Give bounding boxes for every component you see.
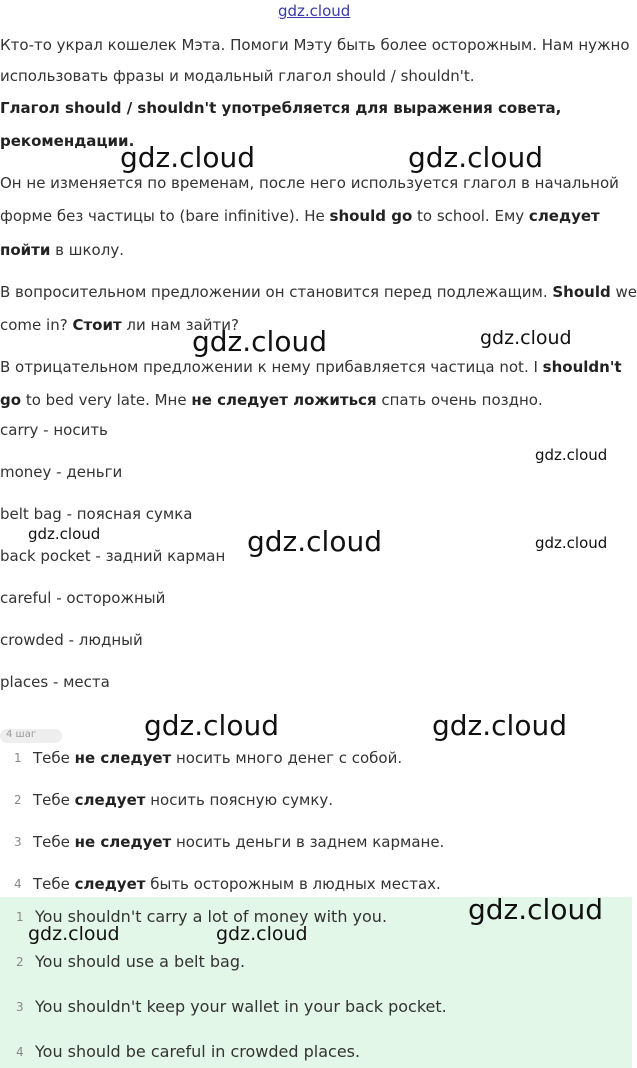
answer-item: You should use a belt bag. <box>35 952 246 971</box>
watermark: gdz.cloud <box>216 923 308 945</box>
watermark-top-link[interactable]: gdz.cloud <box>278 2 351 20</box>
para2-line-1: В вопросительном предложении он становится перед подлежащим. Should we <box>0 283 637 301</box>
ru-item: Тебе не следует носить много денег с собой. <box>33 749 403 767</box>
ru-item: Тебе следует быть осторожным в людных местах. <box>33 875 441 893</box>
watermark: gdz.cloud <box>408 141 543 174</box>
rule-line-2: рекомендации. <box>0 132 135 150</box>
answer-number: 1 <box>16 910 24 924</box>
para3-line-2: go to bed very late. Мне не следует ложиться спать очень поздно. <box>0 391 543 409</box>
vocab-item: back pocket - задний карман <box>0 547 226 565</box>
para1-line-3: пойти в школу. <box>0 241 124 259</box>
vocab-item: belt bag - поясная сумка <box>0 505 193 523</box>
rule-line-1: Глагол should / shouldn't употребляется для выражения совета, <box>0 99 562 117</box>
answer-item: You should be careful in crowded places. <box>35 1042 361 1061</box>
watermark: gdz.cloud <box>120 141 255 174</box>
watermark: gdz.cloud <box>468 893 603 926</box>
para3-line-1: В отрицательном предложении к нему прибавляется частица not. I shouldn't <box>0 358 622 376</box>
ru-item-number: 1 <box>14 751 22 765</box>
para2-line-2: come in? Стоит ли нам зайти? <box>0 316 239 334</box>
ru-item: Тебе не следует носить деньги в заднем кармане. <box>33 833 445 851</box>
vocab-item: carry - носить <box>0 421 108 439</box>
para1-line-2: форме без частицы to (bare infinitive). Не should go to school. Ему следует <box>0 207 600 225</box>
watermark: gdz.cloud <box>247 525 382 558</box>
watermark: gdz.cloud <box>28 923 120 945</box>
vocab-item: careful - осторожный <box>0 589 166 607</box>
watermark: gdz.cloud <box>480 327 572 349</box>
answer-item: You shouldn't keep your wallet in your back pocket. <box>35 997 447 1016</box>
watermark: gdz.cloud <box>535 446 608 464</box>
para1-line-1: Он не изменяется по временам, после него используется глагол в начальной <box>0 174 619 192</box>
watermark: gdz.cloud <box>28 525 101 543</box>
ru-item: Тебе следует носить поясную сумку. <box>33 791 334 809</box>
answer-number: 3 <box>16 1000 24 1014</box>
watermark: gdz.cloud <box>535 534 608 552</box>
watermark: gdz.cloud <box>144 709 279 742</box>
answer-number: 4 <box>16 1045 24 1059</box>
ru-item-number: 2 <box>14 793 22 807</box>
answer-item: You shouldn't carry a lot of money with you. <box>35 907 388 926</box>
ru-item-number: 4 <box>14 877 22 891</box>
watermark: gdz.cloud <box>192 325 327 358</box>
intro-line-2: использовать фразы и модальный глагол should / shouldn't. <box>0 67 475 85</box>
intro-line-1: Кто-то украл кошелек Мэта. Помоги Мэту быть более осторожным. Нам нужно <box>0 36 630 54</box>
watermark: gdz.cloud <box>432 709 567 742</box>
vocab-item: crowded - людный <box>0 631 143 649</box>
vocab-item: places - места <box>0 673 110 691</box>
vocab-item: money - деньги <box>0 463 123 481</box>
ru-item-number: 3 <box>14 835 22 849</box>
step-badge: 4 шаг <box>0 729 62 743</box>
answer-number: 2 <box>16 955 24 969</box>
